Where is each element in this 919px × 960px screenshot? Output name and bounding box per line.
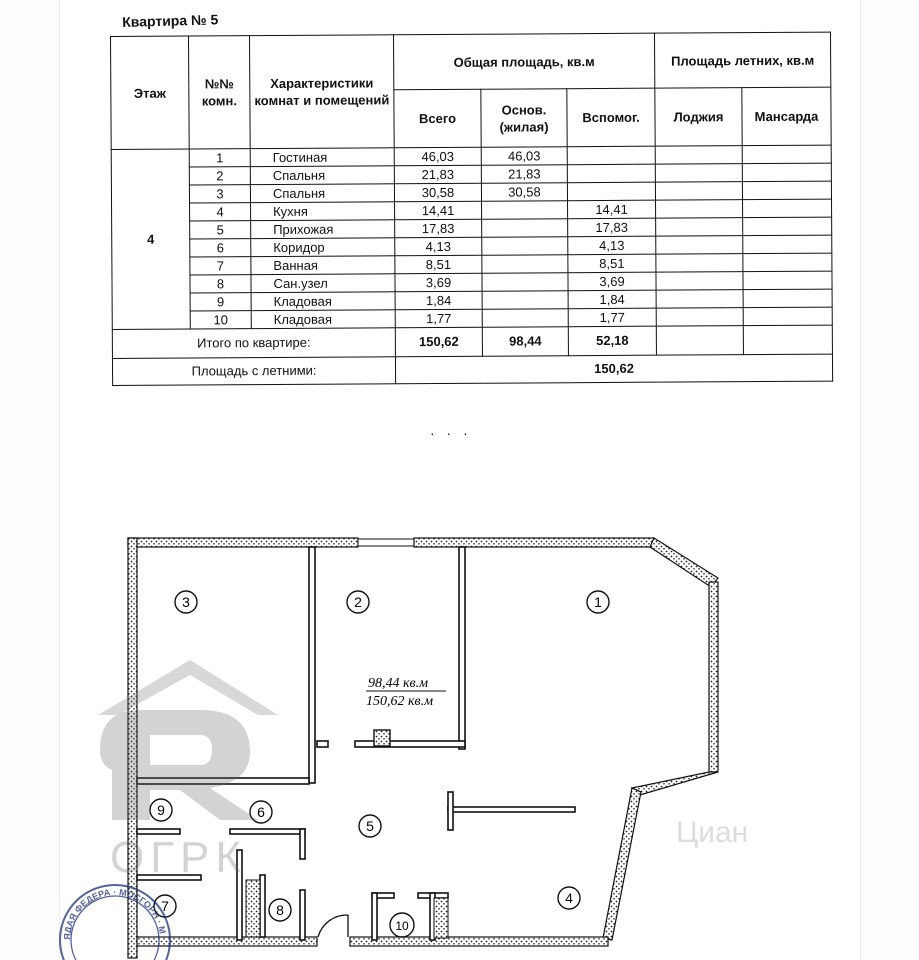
room-loggia: [656, 218, 743, 237]
room-total: 1,84: [395, 291, 482, 310]
summer-row: [112, 354, 832, 385]
room-main: [482, 237, 568, 256]
room-loggia: [656, 236, 743, 255]
room-attic: [742, 181, 831, 200]
room-loggia: [656, 272, 743, 291]
room-marker-1: 1: [594, 594, 602, 610]
stamp-text: ЯДАЯ ФЕДЕРА · МОСГОРН · М: [61, 886, 168, 941]
room-attic: [743, 253, 832, 272]
totals-row: [112, 325, 832, 358]
apartment-title: Квартира № 5: [122, 11, 219, 30]
room-marker-4: 4: [565, 890, 573, 906]
header-floor: Этаж: [111, 36, 190, 149]
room-aux: [567, 182, 655, 201]
room-no: 10: [190, 311, 251, 329]
room-main: [482, 291, 568, 310]
room-marker-5: 5: [366, 818, 374, 834]
room-no: 7: [190, 257, 251, 275]
room-name: Спальня: [250, 166, 394, 185]
room-no: 9: [190, 293, 251, 311]
floor-cell: 4: [111, 149, 190, 329]
room-no: 3: [189, 185, 250, 203]
room-marker-8: 8: [276, 902, 284, 918]
room-loggia: [656, 290, 743, 309]
room-name: Кладовая: [251, 292, 395, 311]
watermark-logo: [98, 660, 278, 882]
room-no: 5: [190, 221, 251, 239]
room-marker-10: 10: [395, 919, 409, 933]
room-marker-7: 7: [161, 898, 169, 914]
header-main: Основ. (жилая): [481, 89, 567, 147]
room-aux: 1,84: [568, 290, 656, 309]
room-name: Спальня: [250, 184, 394, 203]
room-aux: 3,69: [568, 272, 656, 291]
room-aux: 14,41: [568, 200, 656, 219]
room-name: Кладовая: [251, 310, 395, 329]
svg-text:ЯДАЯ ФЕДЕРА · МОСГОРН · М: [62, 887, 168, 940]
room-no: 6: [190, 239, 251, 257]
area-table: [110, 32, 833, 386]
room-main: 30,58: [481, 183, 567, 202]
totals-total: 150,62: [395, 327, 482, 357]
room-attic: [743, 199, 832, 218]
room-loggia: [656, 200, 743, 219]
room-attic: [743, 271, 832, 290]
room-aux: 1,77: [568, 308, 656, 327]
plan-area-total: 150,62 кв.м: [366, 694, 434, 709]
room-total: 3,69: [395, 273, 482, 292]
stamp: [60, 885, 170, 960]
room-main: [482, 255, 568, 274]
header-loggia: Лоджия: [655, 88, 742, 146]
summer-label: Площадь с летними:: [112, 357, 395, 386]
room-name: Коридор: [251, 238, 395, 257]
room-total: 17,83: [395, 219, 482, 238]
room-name: Ванная: [251, 256, 395, 275]
room-marker-9: 9: [157, 802, 165, 818]
room-name: Прихожая: [251, 220, 395, 239]
room-aux: 8,51: [568, 254, 656, 273]
header-aux: Вспомог.: [567, 89, 655, 147]
floor-plan: [0, 520, 919, 960]
door-arc: [318, 915, 348, 937]
room-no: 2: [189, 167, 250, 185]
room-aux: [567, 164, 655, 183]
room-loggia: [655, 182, 742, 201]
room-attic: [743, 289, 832, 308]
room-total: 14,41: [395, 201, 482, 220]
room-loggia: [655, 164, 742, 183]
area-table-wrap: [110, 32, 832, 386]
plan-area-main: 98,44 кв.м: [368, 676, 429, 691]
room-name: Гостиная: [250, 148, 394, 167]
room-aux: [567, 146, 655, 165]
room-aux: 4,13: [568, 236, 656, 255]
watermark-cian-text: Циан: [676, 816, 749, 849]
room-main: 21,83: [481, 165, 567, 184]
totals-attic: [743, 325, 832, 355]
room-main: [482, 309, 568, 328]
totals-aux: 52,18: [568, 326, 656, 356]
room-main: [482, 273, 568, 292]
room-main: [482, 219, 568, 238]
room-attic: [742, 163, 831, 182]
room-main: 46,03: [481, 147, 567, 166]
room-total: 21,83: [394, 165, 481, 184]
room-total: 30,58: [394, 183, 481, 202]
header-total-area: Общая площадь, кв.м: [393, 33, 654, 90]
room-attic: [743, 307, 832, 326]
room-main: [482, 201, 568, 220]
room-name: Кухня: [251, 202, 395, 221]
room-total: 8,51: [395, 255, 482, 274]
plan-area-labels: [366, 676, 446, 709]
room-total: 4,13: [395, 237, 482, 256]
room-total: 1,77: [395, 309, 482, 328]
room-aux: 17,83: [568, 218, 656, 237]
room-attic: [743, 217, 832, 236]
header-summer-area: Площадь летних, кв.м: [654, 32, 830, 89]
room-name: Сан.узел: [251, 274, 395, 293]
room-loggia: [655, 146, 742, 165]
room-no: 1: [189, 149, 250, 167]
room-no: 8: [190, 275, 251, 293]
room-marker-3: 3: [182, 594, 190, 610]
totals-loggia: [656, 326, 743, 356]
watermark-logo-text: ОГРК: [110, 833, 248, 882]
header-attic: Мансарда: [742, 88, 831, 146]
totals-main: 98,44: [482, 327, 568, 357]
room-loggia: [656, 308, 743, 327]
header-room-no: №№ комн.: [189, 36, 251, 149]
header-total: Всего: [394, 90, 481, 148]
room-loggia: [656, 254, 743, 273]
room-marker-2: 2: [354, 594, 362, 610]
room-attic: [743, 235, 832, 254]
room-total: 46,03: [394, 147, 481, 166]
room-attic: [742, 145, 831, 164]
room-no: 4: [190, 203, 251, 221]
room-marker-6: 6: [257, 804, 265, 820]
header-characteristics: Характеристики комнат и помещений: [250, 35, 395, 149]
scan-dots: · · ·: [430, 425, 472, 441]
summer-value: 150,62: [395, 354, 832, 384]
totals-label: Итого по квартире:: [112, 328, 395, 359]
